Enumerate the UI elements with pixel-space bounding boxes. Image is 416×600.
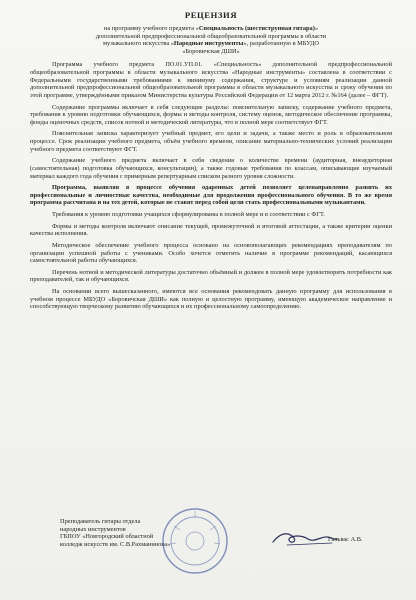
signer-position-line: Преподаватель гитары отдела xyxy=(60,518,141,525)
review-paragraph: Формы и методы контроля включают описание текущей, промежуточной и итоговой аттестации, а также критерии оценки качества исполнения. xyxy=(30,222,392,238)
review-paragraph: Содержание учебного предмета включает в себя сведения о количестве времени (аудиторная, внеаудиторная (самостоятельная) подготовка обучающихся, консультации), а также годовые требования по классам, описывающие изучаемый материал каждого года обучения с примерным репертуарным списком разного уровня сложности. xyxy=(30,157,392,180)
review-paragraph: Перечень нотной и методической литературы достаточно объёмный и должен в полной мере удовлетворить потребности как преподавателей, так и обучающихся. xyxy=(30,268,392,284)
signer-name: Гальвас А.В. xyxy=(328,536,363,543)
signer-position-line: колледж искусств им. С.В.Рахманинова» xyxy=(60,540,171,548)
intro-line-3-prefix: музыкального искусства « xyxy=(103,40,174,48)
intro-line-4: «Боровичская ДШИ» xyxy=(182,47,240,55)
signer-position-line: ГБПОУ «Новгородский областной xyxy=(60,533,154,541)
review-paragraph: Методическое обеспечение учебного процесса основано на основополагающих рекомендациях преподавателям по организации успешной работы с учениками. Особо хочется отметить наличие в программе рекомендаций, касающихся самостоятельной работы обучающихся. xyxy=(30,241,392,265)
review-paragraph: Программа учебного предмета ПО.01.УП.01. «Специальность» дополнительной предпрофессиональной общеобразовательной программы в области музыкального искусства «Народные инструменты» составлена в соответствии с Федеральными государственными требованиями к минимуму содержания, структуре и условиям реализации данной дополнительной предпрофессиональной общеобразовательной программы в области музыкального искусства и сроку обучения по этой программе, утверждёнными приказом Министерства культуры Российской Федерации от 12 марта 2012 г. №164 (далее – ФГТ). xyxy=(30,61,392,99)
document-title: РЕЦЕНЗИЯ xyxy=(184,10,238,20)
official-stamp-icon xyxy=(160,506,230,576)
intro-block xyxy=(30,25,392,55)
intro-line-2: дополнительной предпрофессиональной общеобразовательной программы в области xyxy=(95,32,327,40)
intro-line-3 xyxy=(30,40,392,48)
intro-line-3-suffix: », разработанную в МБУДО xyxy=(243,40,319,48)
intro-subject-name: Специальность (шестиструнная гитара) xyxy=(198,25,315,32)
review-paragraph: На основании всего вышесказанного, имеются все основания рекомендовать данную программу для использования в учебном процессе МБУДО «Боровичская ДШИ» как полную и целостную программу, имеющую академическое направление и способствующую творческому развитию обучающихся и их профессиональному самоопределению. xyxy=(30,288,392,311)
review-paragraph: Требования к уровню подготовки учащихся сформулированы в полной мере и в соответствии с ФГТ. xyxy=(52,211,325,218)
signature-block xyxy=(30,506,392,576)
review-paragraph-bold: Программа, выявляя в процессе обучения одаренных детей позволяет целенаправленно развить их профессиональные и личностные качества, необходимые для продолжения профессионального обучения. В то же время программа рассчитана и на тех детей, которые не ставят перед собой цели стать профессиональными музыкантами. xyxy=(30,184,392,207)
review-paragraph: Пояснительная записка характеризует учебный предмет, его цели и задачи, а также место и роль в образовательном процессе. Срок реализации учебного предмета, объём учебного времени, описание материально-технических условий реализации учебного предмета соответствуют ФГТ. xyxy=(30,130,392,153)
signer-position-line: народных инструментов xyxy=(60,525,126,533)
review-body xyxy=(30,61,392,311)
review-paragraph: Содержание программы включает в себя следующие разделы: пояснительную записку, содержание учебного предмета, требования к уровню подготовки обучающихся, формы и методы контроля, систему оценок, методическое обеспечение программы, фонды оценочных средств, список нотной и методической литературы, что в полной мере соответствует ФГТ. xyxy=(30,103,392,126)
intro-line-1-prefix: на программу учебного предмета « xyxy=(103,25,199,32)
intro-line-1 xyxy=(30,25,392,33)
intro-program-name: Народные инструменты xyxy=(173,40,244,48)
intro-line-1-suffix: » xyxy=(314,25,319,32)
